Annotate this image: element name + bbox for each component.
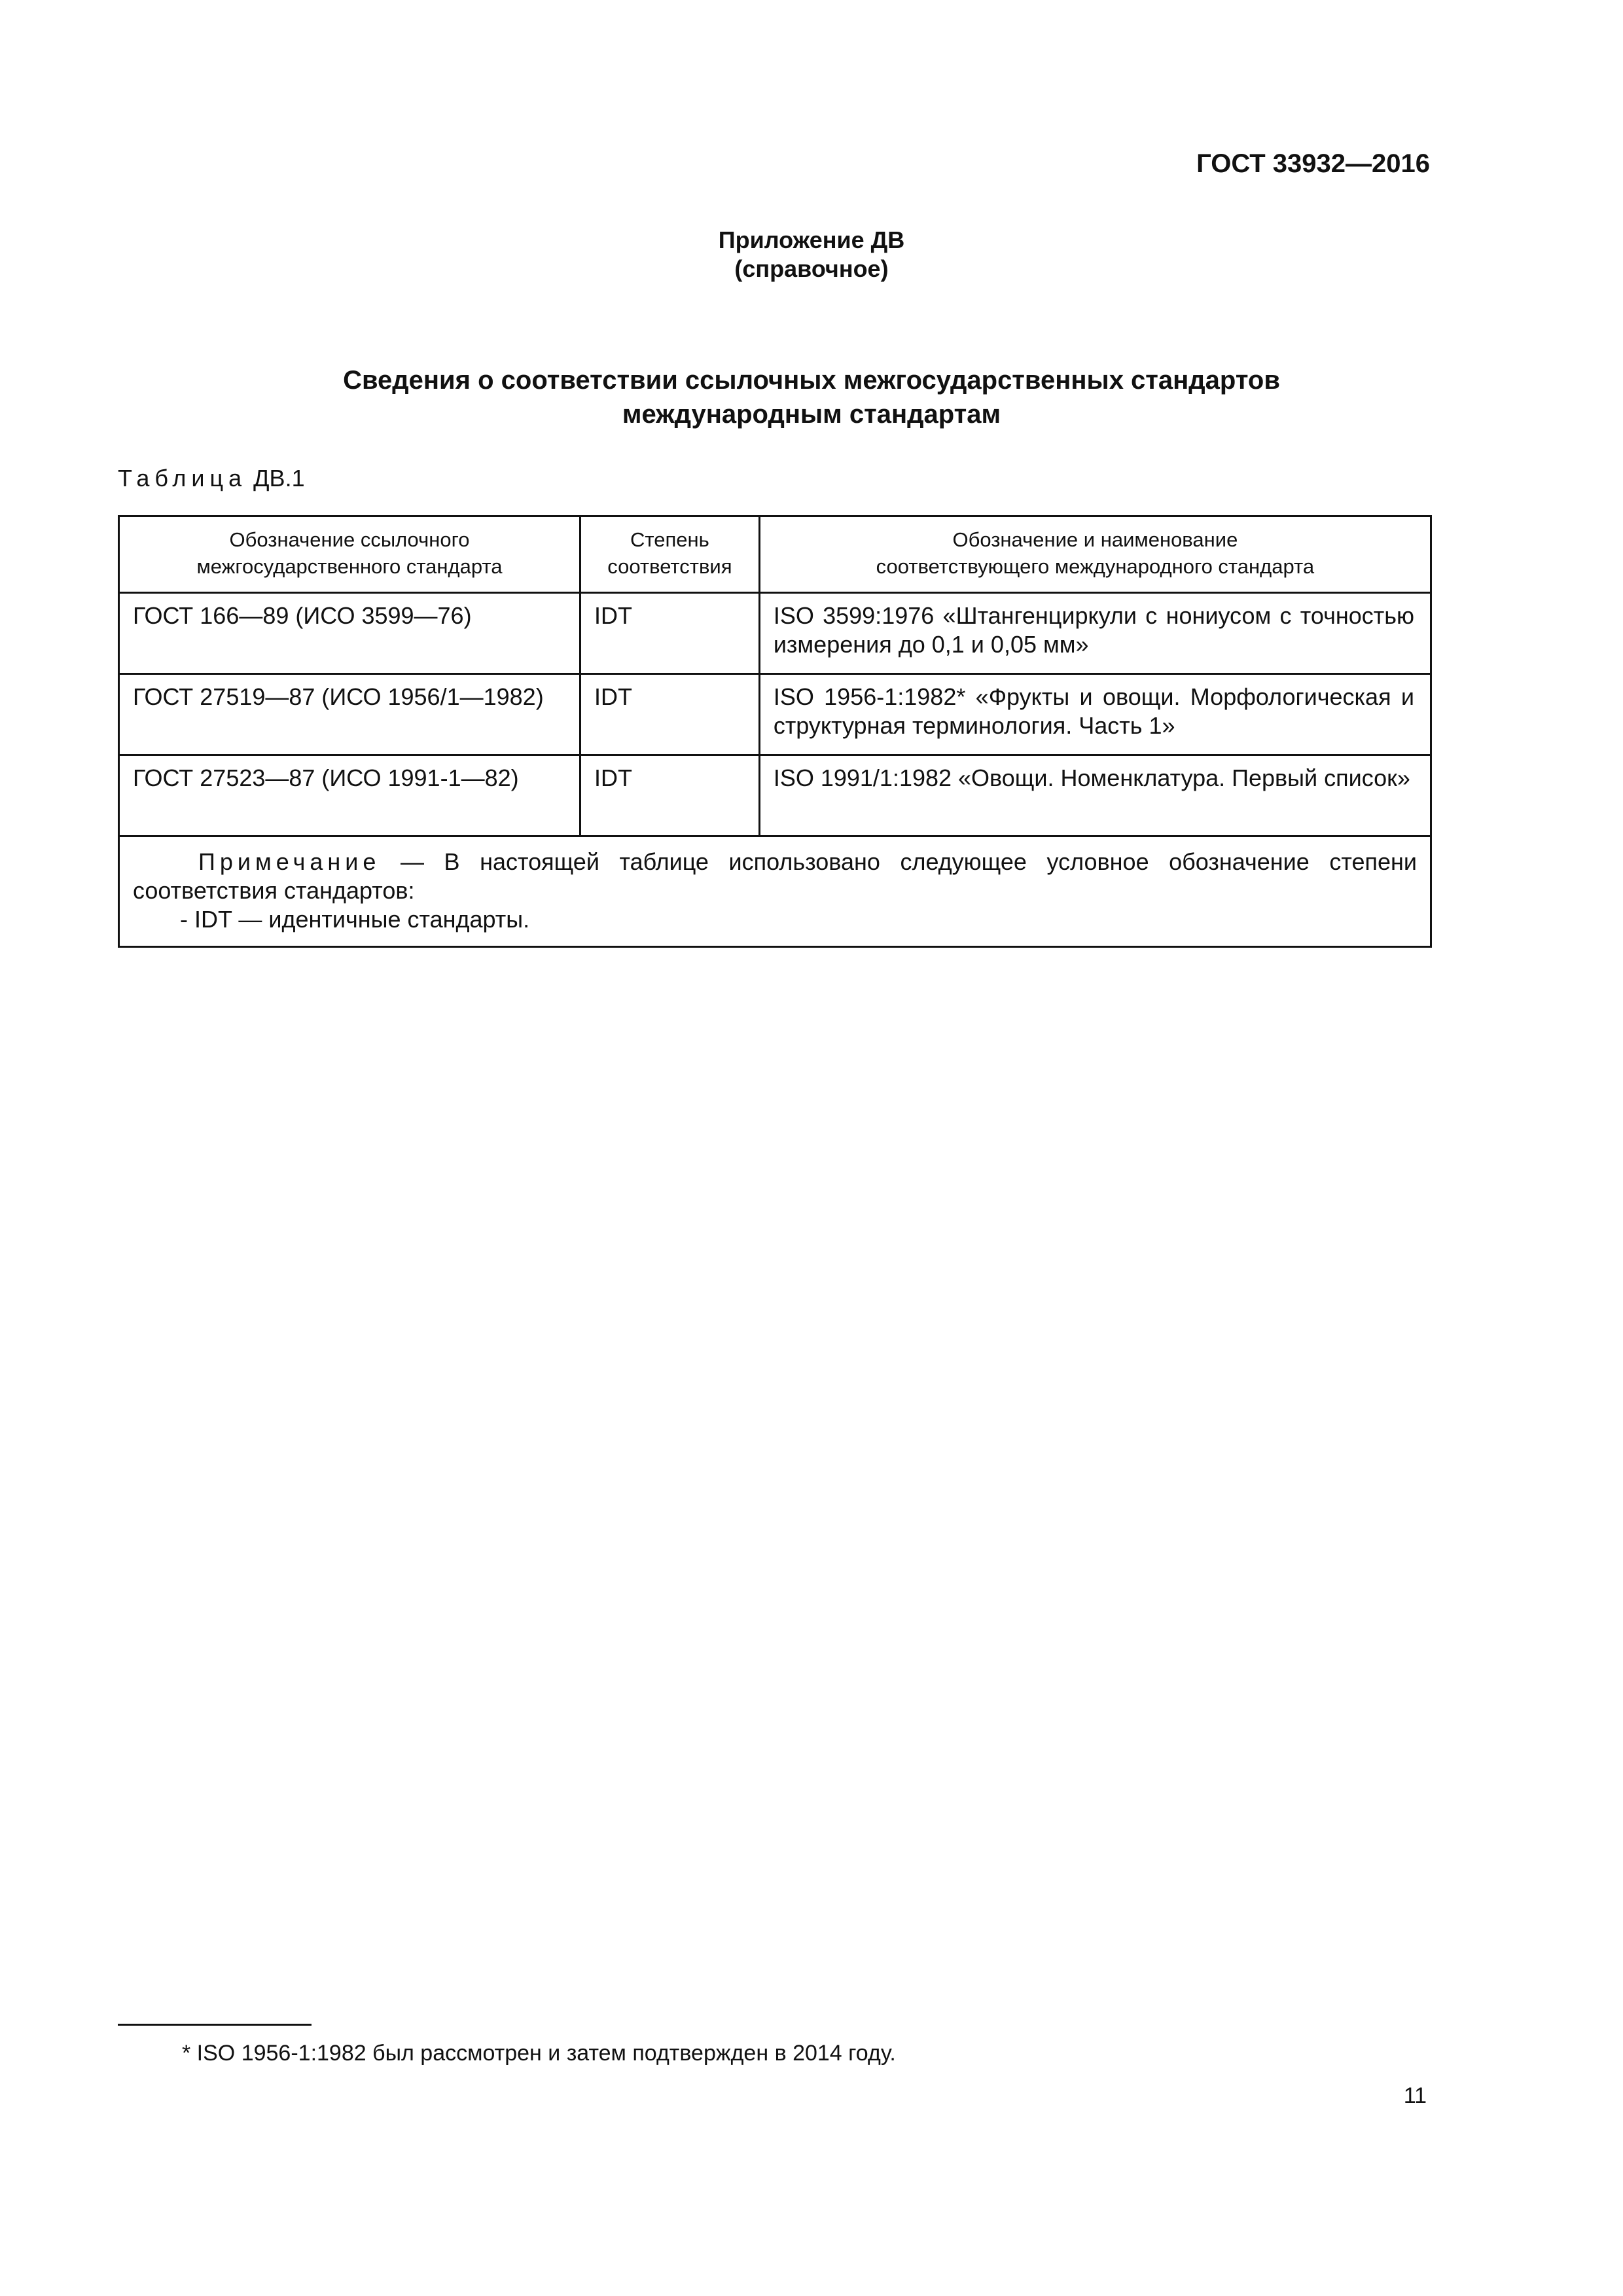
cell-national-standard: ГОСТ 166—89 (ИСО 3599—76) xyxy=(119,593,580,674)
cell-degree: IDT xyxy=(580,674,759,755)
column-header-national-standard xyxy=(119,516,580,593)
page-number: 11 xyxy=(1403,2083,1427,2108)
table-note-row xyxy=(119,836,1431,947)
column-header-international-standard xyxy=(759,516,1431,593)
note-paragraph xyxy=(133,848,1417,905)
column-header-line: соответствующего международного стандарта xyxy=(876,555,1315,578)
cell-degree: IDT xyxy=(580,755,759,836)
cell-international-standard: ISO 1991/1:1982 «Овощи. Номенклатура. Первый список» xyxy=(759,755,1431,836)
table-caption xyxy=(118,465,305,492)
column-header-line: Обозначение ссылочного xyxy=(229,528,470,551)
column-header-line: соответствия xyxy=(607,555,732,578)
appendix-heading xyxy=(0,226,1623,283)
footnote: * ISO 1956-1:1982 был рассмотрен и затем подтвержден в 2014 году. xyxy=(182,2041,896,2066)
note-label: Примечание xyxy=(198,848,381,875)
table-row xyxy=(119,674,1431,755)
note-text: — В настоящей таблице использовано следующее условное обозначение степени соответствия стандартов: xyxy=(133,848,1417,904)
column-header-line: межгосударственного стандарта xyxy=(196,555,503,578)
table-caption-label: Таблица xyxy=(118,465,247,492)
column-header-line: Степень xyxy=(630,528,709,551)
footnote-divider xyxy=(118,2024,312,2026)
table-note xyxy=(119,836,1431,947)
appendix-title: Приложение ДВ xyxy=(718,226,905,253)
standards-table xyxy=(118,515,1432,948)
column-header-degree xyxy=(580,516,759,593)
table-row xyxy=(119,593,1431,674)
document-code: ГОСТ 33932—2016 xyxy=(1196,149,1430,178)
appendix-status: (справочное) xyxy=(734,255,889,282)
column-header-line: Обозначение и наименование xyxy=(952,528,1238,551)
note-list-item: - IDT — идентичные стандарты. xyxy=(180,906,530,933)
table-caption-id: ДВ.1 xyxy=(253,465,305,492)
cell-international-standard: ISO 3599:1976 «Штангенциркули с нониусом с точностью измерения до 0,1 и 0,05 мм» xyxy=(759,593,1431,674)
section-title-line-1: Сведения о соответствии ссылочных межгосударственных стандартов xyxy=(343,366,1280,395)
section-title xyxy=(0,363,1623,431)
table-header-row xyxy=(119,516,1431,593)
table-row xyxy=(119,755,1431,836)
cell-degree: IDT xyxy=(580,593,759,674)
section-title-line-2: международным стандартам xyxy=(622,400,1001,429)
cell-national-standard: ГОСТ 27523—87 (ИСО 1991-1—82) xyxy=(119,755,580,836)
cell-international-standard: ISO 1956-1:1982* «Фрукты и овощи. Морфологическая и структурная терминология. Часть 1» xyxy=(759,674,1431,755)
cell-national-standard: ГОСТ 27519—87 (ИСО 1956/1—1982) xyxy=(119,674,580,755)
